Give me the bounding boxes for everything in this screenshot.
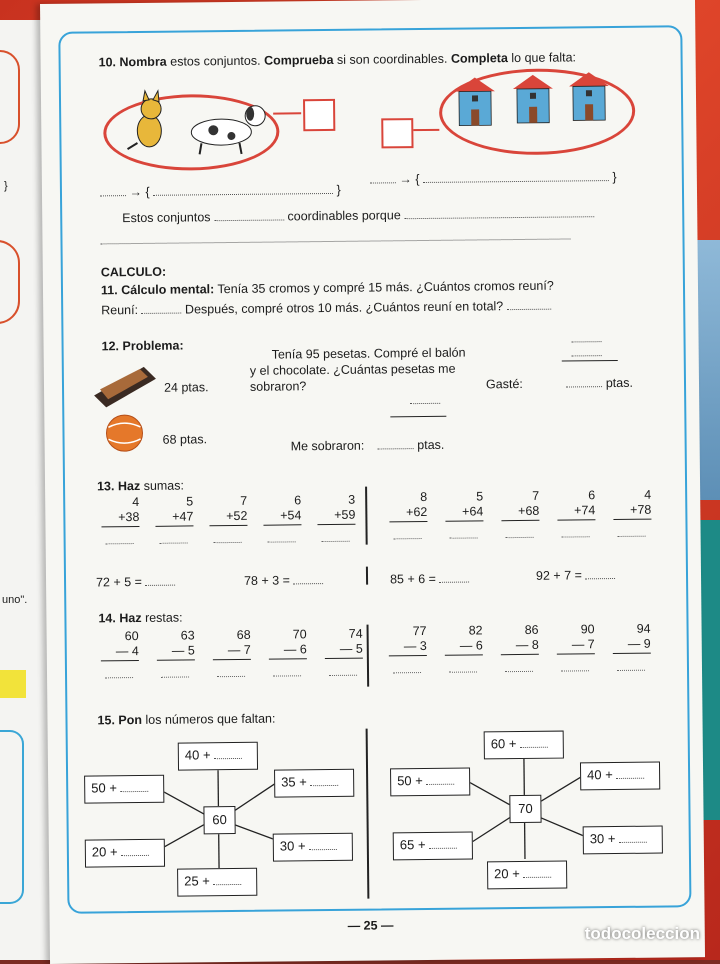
calculo-heading: CALCULO:: [101, 265, 166, 280]
subtraction-operand-top: 77: [389, 624, 427, 639]
left-box-left-top[interactable]: 50 +: [84, 775, 164, 804]
subtraction-problem: [101, 629, 140, 678]
subtraction-operand-top: 82: [445, 623, 483, 638]
subtraction-operand-bottom: — 5: [157, 643, 195, 658]
watermark: todocoleccion: [585, 924, 700, 944]
sum-operand-bottom: +59: [317, 508, 355, 523]
sum-operand-top: 6: [557, 488, 595, 503]
left-set-fill-line: → { }: [100, 183, 341, 200]
subtraction-problem: [613, 622, 652, 671]
sum-problem: [389, 490, 428, 539]
left-page-shape: [0, 240, 20, 324]
subtraction-answer-field[interactable]: [393, 656, 421, 673]
sum-problem: [101, 495, 140, 544]
subtraction-operand-bottom: — 7: [213, 643, 251, 658]
left-page-mark: }: [4, 180, 8, 192]
subtraction-problem: [501, 623, 540, 672]
sum-problem: [445, 489, 484, 538]
subtraction-operand-top: 68: [213, 628, 251, 643]
sum-operand-top: 5: [445, 489, 483, 504]
sum-operand-bottom: +68: [501, 504, 539, 519]
subtraction-problem: [325, 627, 364, 676]
sum-operand-bottom: +74: [557, 503, 595, 518]
right-center-number: 70: [509, 795, 541, 823]
subtraction-operand-bottom: — 9: [613, 637, 651, 652]
sum-answer-field[interactable]: [213, 526, 241, 543]
subtraction-answer-field[interactable]: [561, 654, 589, 671]
subtraction-operand-bottom: — 3: [389, 639, 427, 654]
subtraction-problem: [557, 622, 596, 671]
sum-answer-field[interactable]: [267, 525, 295, 542]
workbook-page: [40, 0, 705, 964]
sum-inline-4: 92 + 7 =: [536, 568, 616, 583]
sum-inline-1: 72 + 5 =: [96, 575, 176, 590]
page-number: — 25 —: [348, 918, 394, 932]
left-box-top[interactable]: 40 +: [178, 742, 258, 771]
subtraction-operand-top: 60: [101, 629, 139, 644]
exercise-13-heading: 13. Haz sumas:: [97, 479, 184, 494]
subtraction-answer-field[interactable]: [273, 659, 301, 676]
sum-operand-top: 7: [209, 494, 247, 509]
sum-problem: [263, 493, 302, 542]
exercise-11-line1: 11. Cálculo mental: Tenía 35 cromos y compré 15 más. ¿Cuántos cromos reuní?: [101, 279, 554, 298]
sum-operand-bottom: +47: [155, 509, 193, 524]
sum-problem: [613, 488, 652, 537]
subtraction-operand-top: 74: [325, 627, 363, 642]
sum-operand-bottom: +78: [613, 503, 651, 518]
sum-problem: [209, 494, 248, 543]
subtraction-problem: [213, 628, 252, 677]
subtraction-problem: [389, 624, 428, 673]
sum-answer-field[interactable]: [105, 527, 133, 544]
right-box-right-top[interactable]: 40 +: [580, 762, 660, 791]
sum-answer-field[interactable]: [159, 526, 187, 543]
sum-operand-bottom: +64: [445, 504, 483, 519]
left-box-right-top[interactable]: 35 +: [274, 769, 354, 798]
left-diagram-lines: [40, 0, 705, 964]
subtraction-problem: [157, 628, 196, 677]
sum-answer-field[interactable]: [505, 521, 533, 538]
subtraction-problem: [269, 627, 308, 676]
sum-answer-field[interactable]: [449, 521, 477, 538]
right-box-left-top[interactable]: 50 +: [390, 768, 470, 797]
sum-answer-field[interactable]: [393, 522, 421, 539]
spent-line: Gasté: ptas.: [486, 376, 633, 392]
exercise-10-sentence: Estos conjuntos coordinables porque: [122, 206, 594, 225]
sum-operand-bottom: +54: [263, 508, 301, 523]
subtraction-operand-bottom: — 4: [101, 644, 139, 659]
right-box-top[interactable]: 60 +: [484, 731, 564, 760]
subtraction-operand-bottom: — 6: [269, 642, 307, 657]
sum-problem: [317, 493, 356, 542]
problem-line2: y el chocolate. ¿Cuántas pesetas me: [250, 362, 456, 378]
sum-operand-top: 3: [317, 493, 355, 508]
right-box-bottom[interactable]: 20 +: [487, 861, 567, 890]
left-box-bottom[interactable]: 25 +: [177, 868, 257, 897]
sum-operand-top: 4: [613, 488, 651, 503]
sum-problem: [155, 494, 194, 543]
left-page-blue-frame: [0, 730, 24, 904]
sum-answer-field[interactable]: [561, 520, 589, 537]
subtraction-answer-field[interactable]: [105, 661, 133, 678]
left-box-left-bottom[interactable]: 20 +: [85, 839, 165, 868]
sum-operand-bottom: +62: [389, 505, 427, 520]
subtraction-operand-bottom: — 8: [501, 638, 539, 653]
ball-price: 68 ptas.: [162, 432, 207, 446]
sum-operand-top: 7: [501, 489, 539, 504]
sum-operand-top: 8: [389, 490, 427, 505]
left-page-yellow-block: [0, 670, 26, 698]
left-page-text: uno".: [2, 594, 27, 606]
subtraction-operand-bottom: — 5: [325, 642, 363, 657]
sum-inline-3: 85 + 6 =: [390, 572, 470, 587]
right-set-fill-line: → { }: [370, 170, 617, 187]
subtraction-answer-field[interactable]: [217, 660, 245, 677]
sum-operand-top: 5: [155, 494, 193, 509]
subtraction-answer-field[interactable]: [505, 655, 533, 672]
sum-problem: [501, 489, 540, 538]
subtraction-answer-field[interactable]: [329, 659, 357, 676]
subtraction-answer-field[interactable]: [449, 655, 477, 672]
subtraction-problem: [445, 623, 484, 672]
subtraction-answer-field[interactable]: [617, 654, 645, 671]
chocolate-price: 24 ptas.: [164, 380, 209, 394]
exercise-11-line2: Reuní: Después, compré otros 10 más. ¿Cuántos reuní en total?: [101, 299, 551, 318]
sum-answer-field[interactable]: [321, 525, 349, 542]
sum-operand-bottom: +38: [101, 510, 139, 525]
exercise-12-heading: 12. Problema:: [102, 339, 184, 354]
problem-line1: Tenía 95 pesetas. Compré el balón: [272, 346, 466, 362]
left-center-number: 60: [203, 806, 235, 834]
left-line: Me sobraron: ptas.: [291, 438, 445, 454]
right-box-right-bottom[interactable]: 30 +: [583, 826, 663, 855]
sum-inline-2: 78 + 3 =: [244, 573, 324, 588]
subtraction-answer-field[interactable]: [161, 660, 189, 677]
subtraction-operand-top: 90: [557, 622, 595, 637]
exercise-15-heading: 15. Pon los números que faltan:: [97, 712, 275, 728]
subtraction-operand-top: 63: [157, 628, 195, 643]
sum-answer-field[interactable]: [617, 520, 645, 537]
subtraction-operand-bottom: — 7: [557, 637, 595, 652]
left-page-shape: [0, 50, 20, 144]
right-box-left-bottom[interactable]: 65 +: [393, 832, 473, 861]
subtraction-operand-top: 94: [613, 622, 651, 637]
exercise-14-heading: 14. Haz restas:: [98, 611, 182, 626]
problem-line3: sobraron?: [250, 379, 306, 394]
exercise-10-instruction: 10. Nombra estos conjuntos. Comprueba si son coordinables. Completa lo que falta:: [99, 50, 577, 69]
sum-operand-bottom: +52: [209, 509, 247, 524]
subtraction-operand-top: 86: [501, 623, 539, 638]
subtraction-operand-top: 70: [269, 627, 307, 642]
subtraction-operand-bottom: — 6: [445, 638, 483, 653]
sum-problem: [557, 488, 596, 537]
sum-operand-top: 6: [263, 493, 301, 508]
left-box-right-bottom[interactable]: 30 +: [273, 833, 353, 862]
sum-operand-top: 4: [101, 495, 139, 510]
